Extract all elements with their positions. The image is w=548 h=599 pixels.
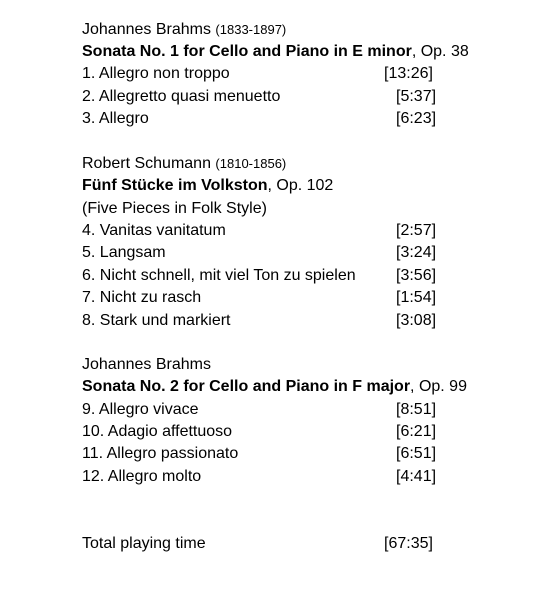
- track-duration: [3:24]: [396, 244, 437, 261]
- track-title: 4. Vanitas vanitatum: [82, 222, 226, 239]
- total-playing-time: [67:35]: [384, 535, 433, 552]
- composer-name: Johannes Brahms: [82, 21, 211, 38]
- track-duration: [2:57]: [396, 222, 437, 239]
- track-title: 12. Allegro molto: [82, 468, 202, 485]
- opus-number: , Op. 99: [410, 378, 467, 395]
- track-duration: [3:08]: [396, 312, 437, 329]
- opus-number: , Op. 38: [411, 43, 469, 60]
- track-title: 2. Allegretto quasi menuetto: [82, 88, 281, 105]
- composer-name: Robert Schumann: [82, 155, 211, 172]
- track-title: 8. Stark und markiert: [82, 312, 231, 329]
- track-duration: [1:54]: [396, 289, 437, 306]
- track-title: 3. Allegro: [82, 110, 149, 127]
- track-title: 5. Langsam: [82, 244, 166, 261]
- composer-heading: [82, 153, 286, 175]
- work-subtitle: (Five Pieces in Folk Style): [82, 200, 267, 217]
- track-title: 6. Nicht schnell, mit viel Ton zu spielen: [82, 267, 356, 284]
- track-duration: [6:51]: [396, 445, 437, 462]
- track-title: 9. Allegro vivace: [82, 401, 199, 418]
- composer-heading: [82, 354, 211, 376]
- composer-dates: (1810-1856): [215, 156, 287, 171]
- track-title: 7. Nicht zu rasch: [82, 289, 202, 306]
- track-duration: [3:56]: [396, 267, 437, 284]
- work-title: Sonata No. 1 for Cello and Piano in E minor: [82, 43, 412, 60]
- composer-heading: [82, 19, 286, 41]
- work-heading: [82, 41, 469, 63]
- track-duration: [4:41]: [396, 468, 437, 485]
- work-heading: [82, 175, 333, 197]
- track-title: 10. Adagio affettuoso: [82, 423, 233, 440]
- track-duration: [5:37]: [396, 88, 437, 105]
- composer-name: Johannes Brahms: [82, 356, 211, 373]
- composer-dates: (1833-1897): [215, 22, 287, 37]
- track-duration: [13:26]: [384, 65, 433, 82]
- total-playing-time-label: Total playing time: [82, 535, 206, 552]
- track-duration: [8:51]: [396, 401, 437, 418]
- work-title: Fünf Stücke im Volkston: [82, 177, 268, 194]
- work-title: Sonata No. 2 for Cello and Piano in F major: [82, 378, 411, 395]
- track-duration: [6:23]: [396, 110, 437, 127]
- track-title: 11. Allegro passionato: [82, 445, 239, 462]
- track-duration: [6:21]: [396, 423, 437, 440]
- work-heading: [82, 376, 467, 398]
- opus-number: , Op. 102: [267, 177, 334, 194]
- track-title: 1. Allegro non troppo: [82, 65, 230, 82]
